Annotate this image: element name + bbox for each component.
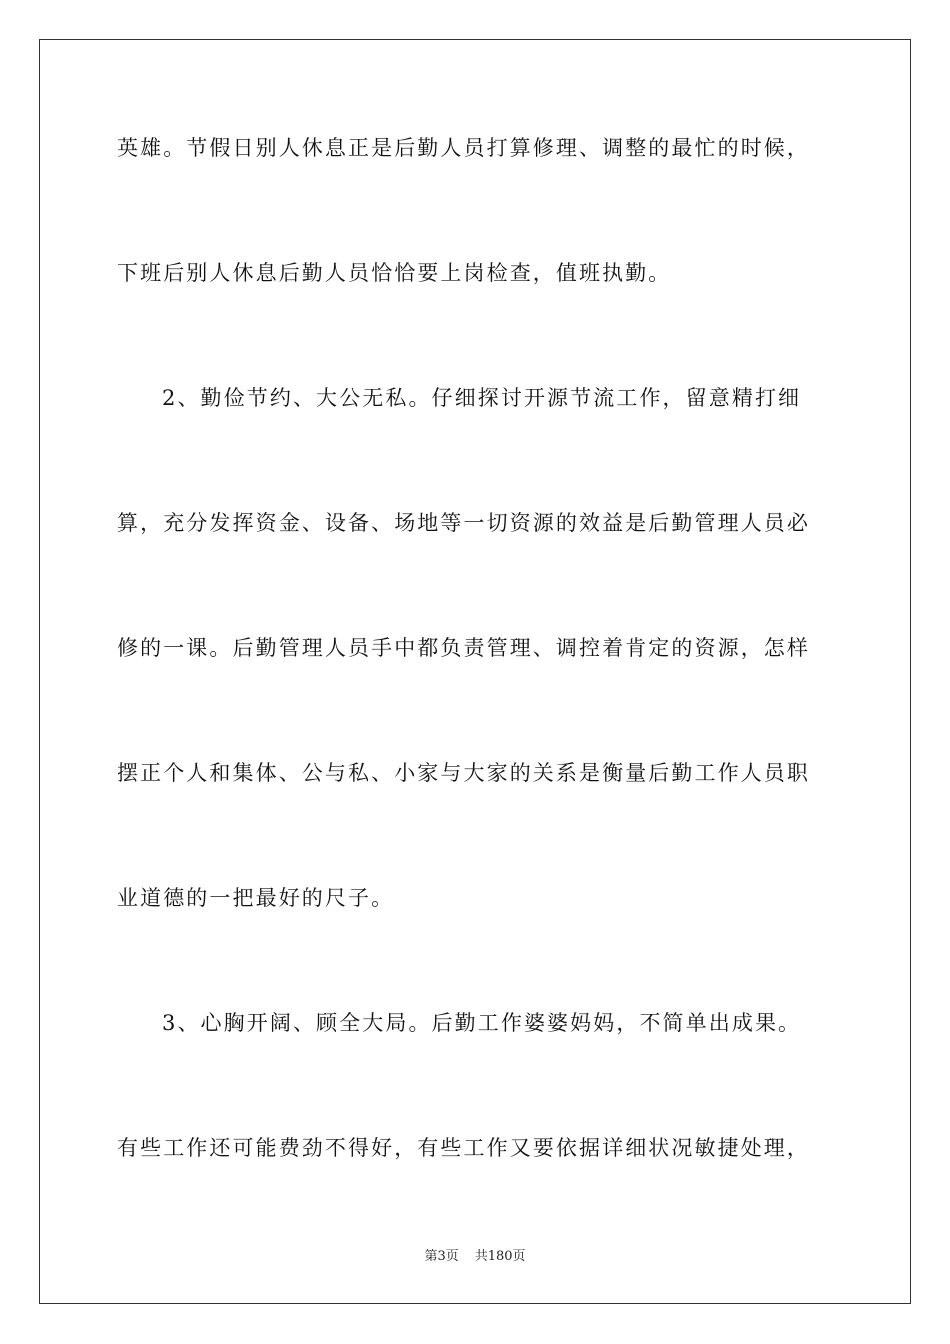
paragraph-start-line: 3、心胸开阔、顾全大局。后勤工作婆婆妈妈，不简单出成果。 [162,1011,802,1035]
body-text-line: 业道德的一把最好的尺子。 [117,886,395,910]
page-footer [0,1248,950,1266]
paragraph-start-line: 2、勤俭节约、大公无私。仔细探讨开源节流工作，留意精打细 [162,386,802,410]
body-text-line: 下班后别人休息后勤人员恰恰要上岗检查，值班执勤。 [117,261,672,285]
body-text-line: 算，充分发挥资金、设备、场地等一切资源的效益是后勤管理人员必 [117,511,810,535]
body-text-line: 修的一课。后勤管理人员手中都负责管理、调控着肯定的资源，怎样 [117,636,810,660]
page-number: 第3页 [424,1249,459,1264]
page-total: 共180页 [474,1249,526,1264]
page-border [39,39,911,1304]
body-text-line: 有些工作还可能费劲不得好，有些工作又要依据详细状况敏捷处理， [117,1136,810,1160]
body-text-line: 摆正个人和集体、公与私、小家与大家的关系是衡量后勤工作人员职 [117,761,810,785]
body-text-line: 英雄。节假日别人休息正是后勤人员打算修理、调整的最忙的时候， [117,136,810,160]
